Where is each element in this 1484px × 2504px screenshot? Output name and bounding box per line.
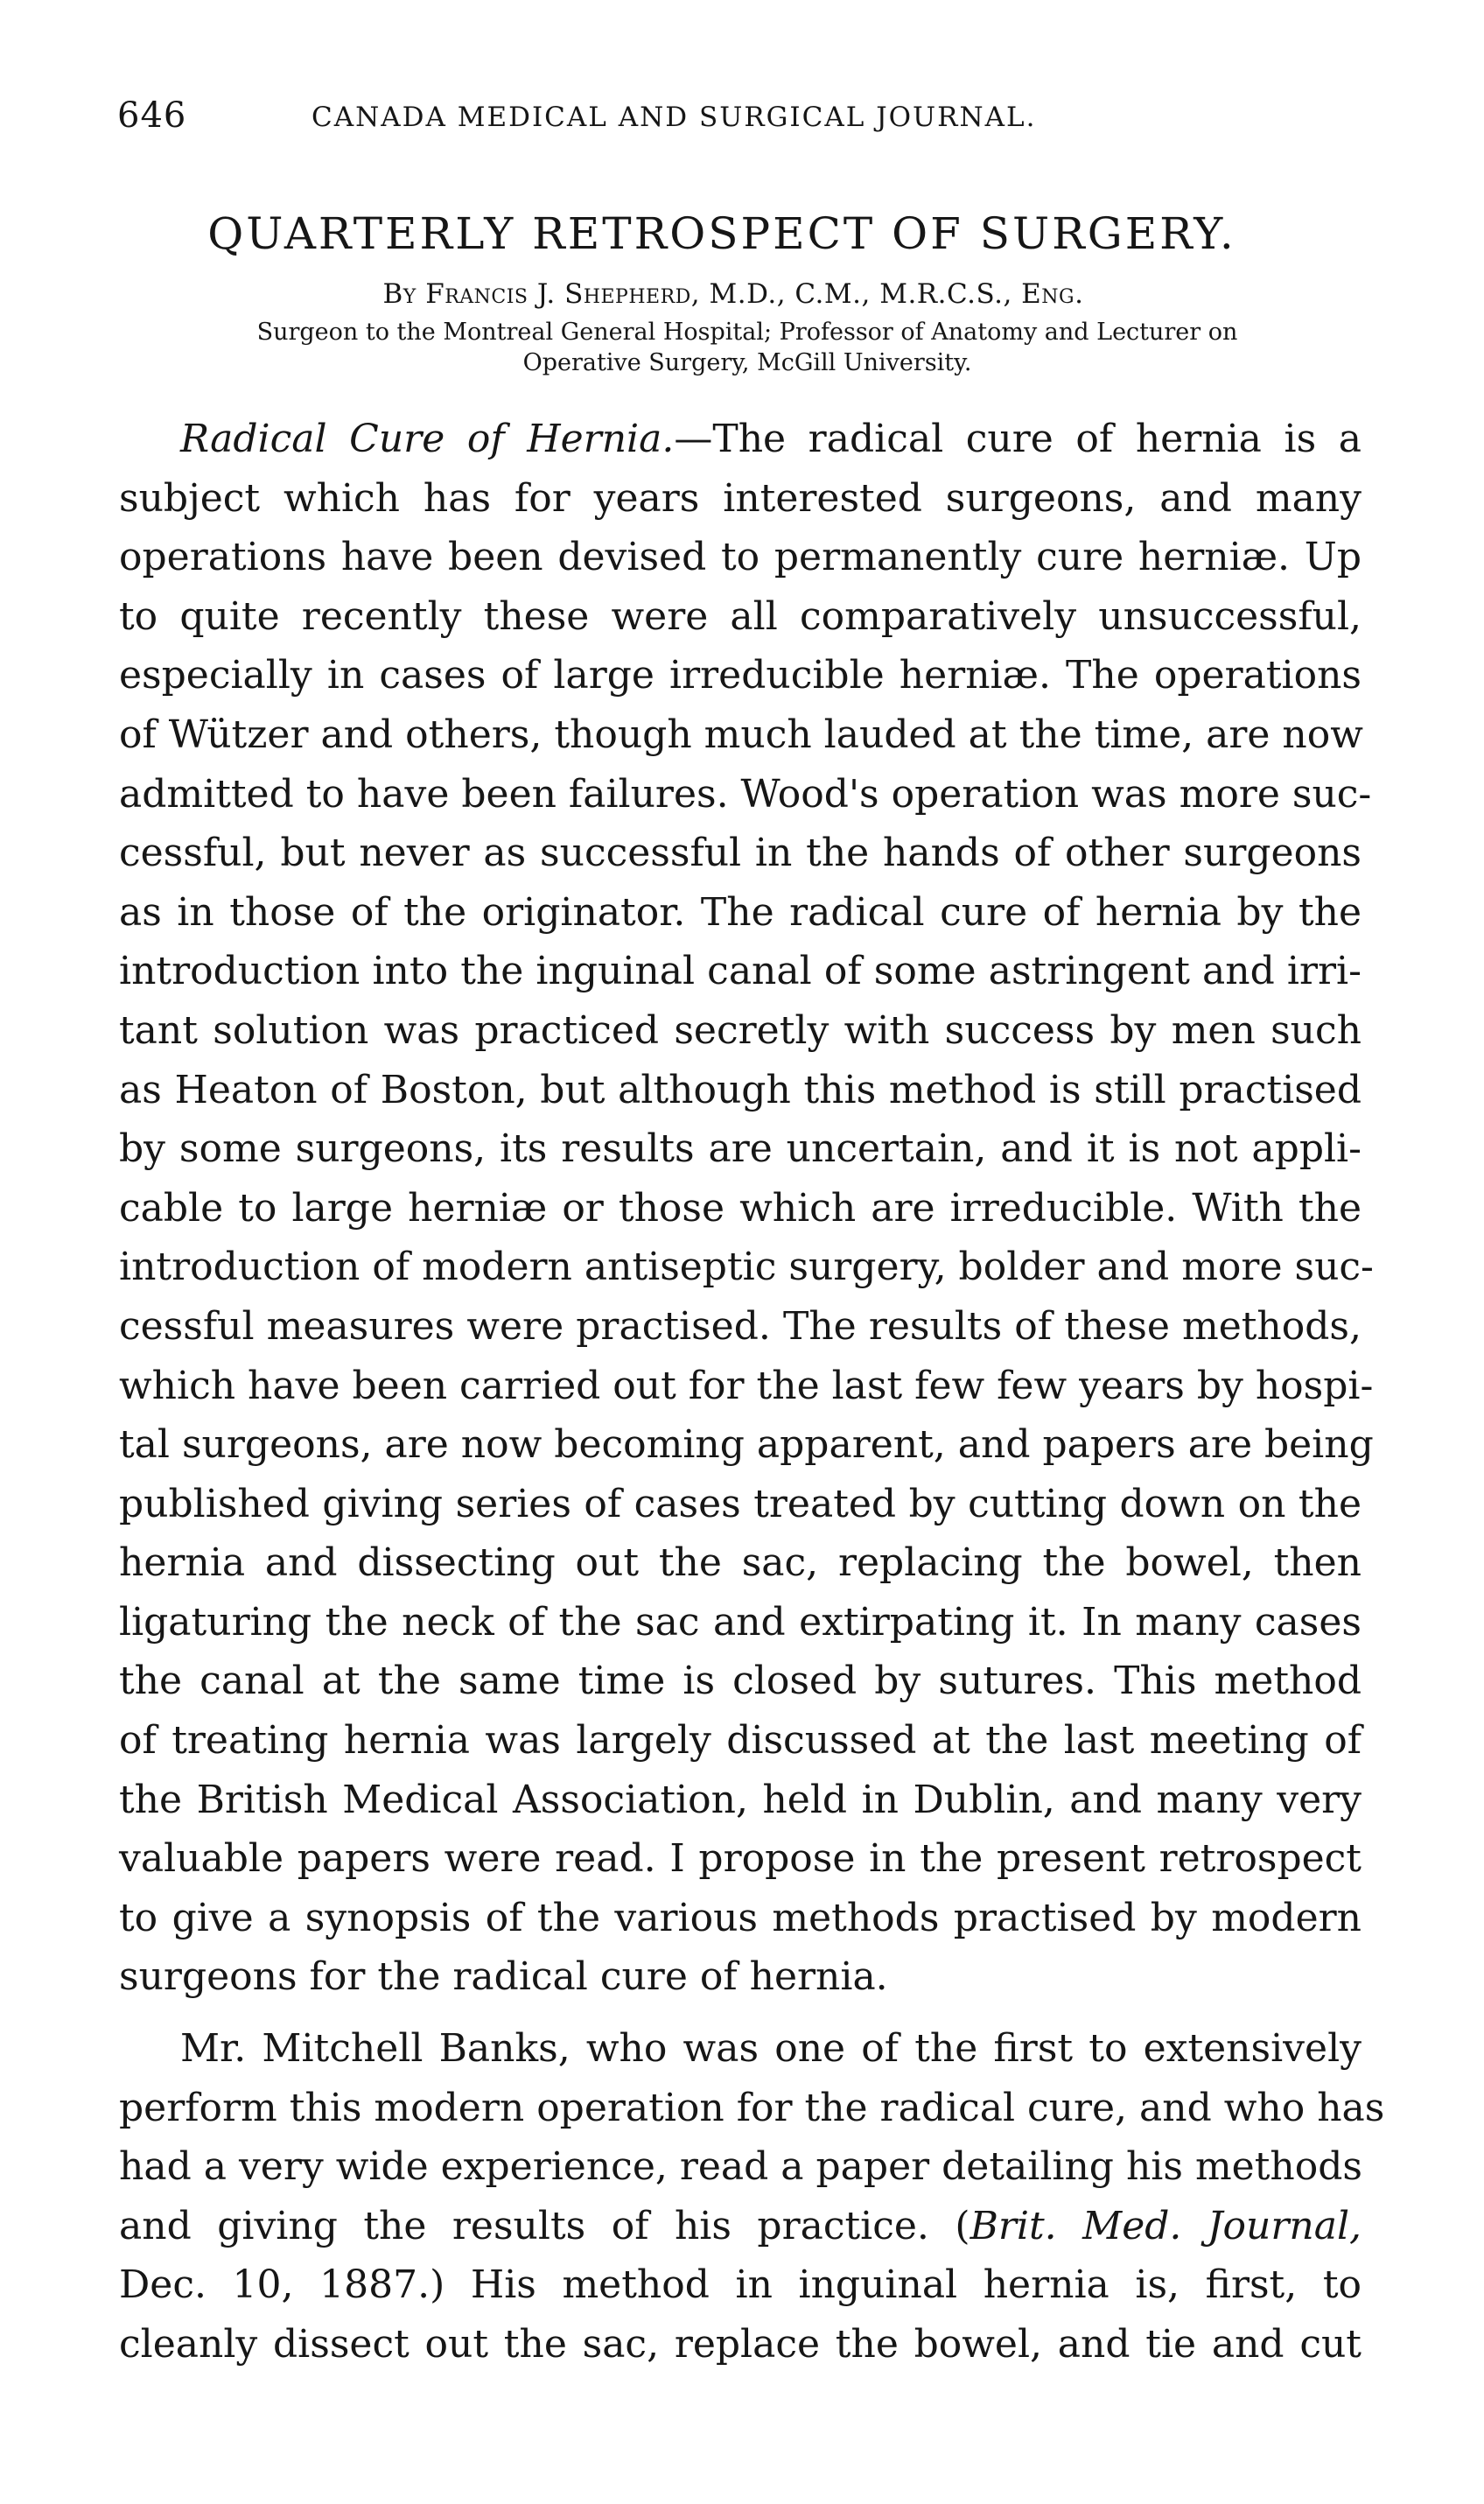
paragraph-line (119, 410, 1362, 469)
paragraph-line: cable to large herniæ or those which are irreducible. With the (119, 1185, 1362, 1231)
text-span: His method in inguinal hernia is, first, to (444, 2262, 1362, 2308)
article-title: QUARTERLY RETROSPECT OF SURGERY. (207, 208, 1236, 259)
paragraph-line (119, 2255, 1362, 2315)
paragraph-gap (119, 2007, 1362, 2019)
article-body (119, 410, 1385, 2374)
paragraph-line: to quite recently these were all comparatively unsuccessful, (119, 593, 1362, 639)
paragraph (119, 2019, 1385, 2374)
paragraph-line: published giving series of cases treated by cutting down on the (119, 1481, 1362, 1526)
paragraph (119, 410, 1374, 2007)
paragraph-line: had a very wide experience, read a paper detailing his methods (119, 2144, 1362, 2190)
journal-running-title: CANADA MEDICAL AND SURGICAL JOURNAL. (312, 102, 1037, 133)
paragraph-line: subject which has for years interested surgeons, and many (119, 475, 1362, 521)
paragraph-line: which have been carried out for the last few few years by hospi- (119, 1363, 1374, 1408)
paragraph-line: admitted to have been failures. Wood's operation was more suc- (119, 771, 1372, 817)
paragraph-line: Mr. Mitchell Banks, who was one of the first to extensively (180, 2026, 1362, 2072)
affiliation-line: Operative Surgery, McGill University. (522, 349, 972, 376)
page-number: 646 (117, 95, 187, 136)
paragraph-line: of treating hernia was largely discussed at the last meeting of (119, 1718, 1362, 1764)
paragraph-line: tal surgeons, are now becoming apparent, and papers are being (119, 1422, 1374, 1468)
running-head (117, 91, 1377, 144)
paragraph-line: of Wützer and others, though much lauded at the time, are now (119, 712, 1363, 757)
author-affiliation (117, 317, 1377, 378)
affiliation-line: Surgeon to the Montreal General Hospital; Professor of Anatomy and Lecturer on (256, 319, 1238, 346)
citation-journal: Brit. Med. Journal, (970, 2203, 1362, 2248)
paragraph-line: the canal at the same time is closed by sutures. This method (119, 1659, 1362, 1704)
paragraph-line: as Heaton of Boston, but although this method is still practised (119, 1067, 1362, 1112)
paragraph-line: especially in cases of large irreducible herniæ. The operations (119, 653, 1362, 698)
citation-date: Dec. 10, 1887.) (119, 2262, 445, 2308)
text-span: and giving the results of his practice. ( (119, 2203, 970, 2248)
author-byline: By Francis J. Shepherd, M.D., C.M., M.R.C.S., Eng. (382, 278, 1084, 310)
paragraph-line: surgeons for the radical cure of hernia. (119, 1954, 888, 2000)
paragraph-line: cleanly dissect out the sac, replace the bowel, and tie and cut (119, 2322, 1362, 2367)
paragraph-line: introduction of modern antiseptic surgery, bolder and more suc- (119, 1245, 1374, 1290)
paragraph-line: ligaturing the neck of the sac and extirpating it. In many cases (119, 1599, 1362, 1645)
paragraph-line (119, 2197, 1362, 2256)
paragraph-line: as in those of the originator. The radical cure of hernia by the (119, 889, 1362, 935)
paragraph-line: valuable papers were read. I propose in the present retrospect (119, 1836, 1362, 1882)
paragraph-line: hernia and dissecting out the sac, replacing the bowel, then (119, 1540, 1362, 1586)
paragraph-line: the British Medical Association, held in Dublin, and many very (119, 1777, 1362, 1822)
paragraph-line: tant solution was practiced secretly with success by men such (119, 1007, 1362, 1053)
text-span: —The radical cure of hernia is a (674, 417, 1362, 461)
paragraph-line: cessful, but never as successful in the hands of other surgeons (119, 831, 1362, 876)
paragraph-line: operations have been devised to permanently cure herniæ. Up (119, 535, 1362, 580)
paragraph-line: perform this modern operation for the radical cure, and who has (119, 2085, 1385, 2130)
section-heading: Radical Cure of Hernia. (180, 417, 675, 461)
paragraph-line: cessful measures were practised. The results of these methods, (119, 1303, 1362, 1349)
paragraph-line: by some surgeons, its results are uncertain, and it is not appli- (119, 1126, 1362, 1172)
paragraph-line: introduction into the inguinal canal of some astringent and irri- (119, 949, 1362, 994)
paragraph-line: to give a synopsis of the various methods practised by modern (119, 1895, 1362, 1940)
